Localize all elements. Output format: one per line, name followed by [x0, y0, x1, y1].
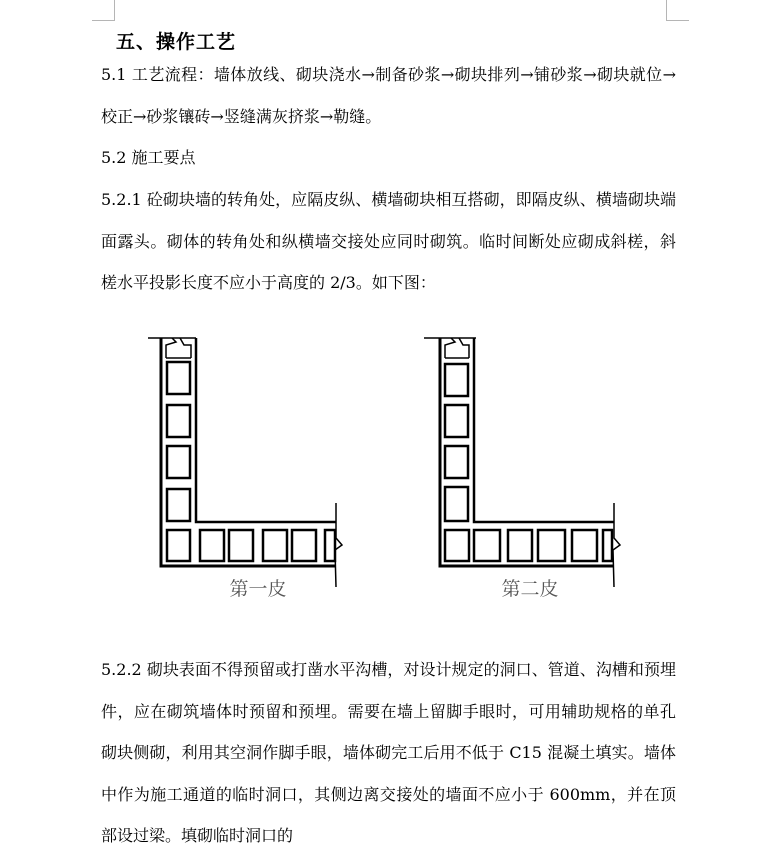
diagram-second-course — [424, 338, 620, 587]
paragraph-5-2-1: 5.2.1 砼砌块墙的转角处，应隔皮纵、横墙砌块相互搭砌，即隔皮纵、横墙砌块端面露头。砌体的转角处和纵横墙交接处应同时砌筑。临时间断处应砌成斜槎，斜槎水平投影长度不应小于高度的 2/3。如下图： — [101, 190, 676, 292]
section-heading: 五、操作工艺 — [116, 31, 237, 53]
paragraph-5-2-2: 5.2.2 砌块表面不得预留或打凿水平沟槽，对设计规定的洞口、管道、沟槽和预埋件，应在砌筑墙体时预留和预埋。需要在墙上留脚手眼时，可用辅助规格的单孔砌块侧砌，利用其空洞作脚手眼，墙体砌完工后用不低于 C15 混凝土填实。墙体中作为施工通道的临时洞口，其侧边离交接处的墙面不应小于 600mm，并在顶部设过梁。填砌临时洞口的 — [101, 660, 676, 845]
crop-mark-top-right — [666, 0, 689, 21]
block-corner-diagram — [0, 300, 783, 620]
crop-mark-top-left — [92, 0, 115, 21]
figure-label-second-course: 第二皮 — [501, 578, 559, 600]
figure-label-first-course: 第一皮 — [229, 578, 287, 600]
diagram-first-course — [148, 338, 342, 587]
paragraph-5-1: 5.1 工艺流程：墙体放线、砌块浇水→制备砂浆→砌块排列→铺砂浆→砌块就位→校正→砂浆镶砖→竖缝满灰挤浆→勒缝。 — [101, 65, 676, 126]
paragraph-5-2: 5.2 施工要点 — [101, 148, 196, 167]
